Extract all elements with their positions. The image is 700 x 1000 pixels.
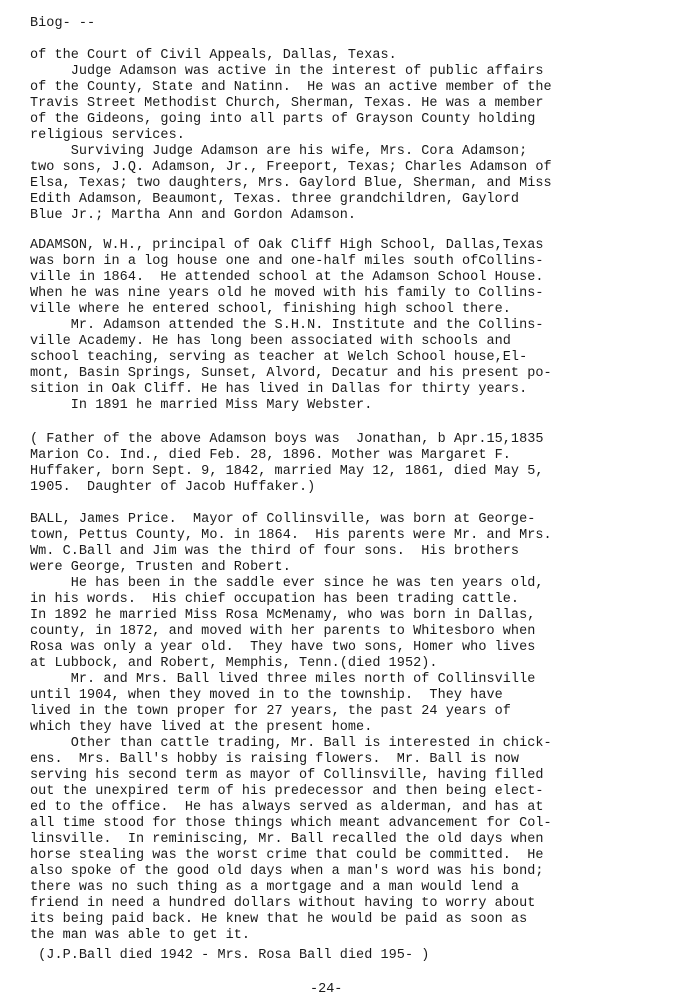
text-line: religious services. bbox=[30, 128, 185, 143]
text-line: horse stealing was the worst crime that could be committed. He bbox=[30, 848, 544, 863]
text-line: ville in 1864. He attended school at the Adamson School House. bbox=[30, 270, 544, 285]
text-line: of the Gideons, going into all parts of Grayson County holding bbox=[30, 112, 536, 127]
text-line: which they have lived at the present home. bbox=[30, 720, 373, 735]
text-line: out the unexpired term of his predecessor and then being elect- bbox=[30, 784, 544, 799]
text-line: Edith Adamson, Beaumont, Texas. three grandchildren, Gaylord bbox=[30, 192, 520, 207]
text-line: Mr. Adamson attended the S.H.N. Institute and the Collins- bbox=[30, 318, 544, 333]
text-line: linsville. In reminiscing, Mr. Ball recalled the old days when bbox=[30, 832, 544, 847]
text-line: of the County, State and Natinn. He was an active member of the bbox=[30, 80, 552, 95]
text-line: ens. Mrs. Ball's hobby is raising flowers. Mr. Ball is now bbox=[30, 752, 520, 767]
text-line: In 1892 he married Miss Rosa McMenamy, who was born in Dallas, bbox=[30, 608, 536, 623]
text-line: Wm. C.Ball and Jim was the third of four sons. His brothers bbox=[30, 544, 520, 559]
text-line: two sons, J.Q. Adamson, Jr., Freeport, Texas; Charles Adamson of bbox=[30, 160, 552, 175]
text-line: lived in the town proper for 27 years, the past 24 years of bbox=[30, 704, 511, 719]
text-line: friend in need a hundred dollars without having to worry about bbox=[30, 896, 536, 911]
text-line: its being paid back. He knew that he would be paid as soon as bbox=[30, 912, 528, 927]
text-line: school teaching, serving as teacher at Welch School house,El- bbox=[30, 350, 528, 365]
text-line: In 1891 he married Miss Mary Webster. bbox=[30, 398, 373, 413]
text-line: ADAMSON, W.H., principal of Oak Cliff High School, Dallas,Texas bbox=[30, 238, 544, 253]
text-line: serving his second term as mayor of Collinsville, having filled bbox=[30, 768, 544, 783]
text-line: (J.P.Ball died 1942 - Mrs. Rosa Ball died 195- ) bbox=[30, 948, 430, 963]
text-line: Marion Co. Ind., died Feb. 28, 1896. Mother was Margaret F. bbox=[30, 448, 511, 463]
text-line: Rosa was only a year old. They have two sons, Homer who lives bbox=[30, 640, 536, 655]
text-line: Mr. and Mrs. Ball lived three miles north of Collinsville bbox=[30, 672, 536, 687]
text-line: of the Court of Civil Appeals, Dallas, Texas. bbox=[30, 48, 397, 63]
text-line: 1905. Daughter of Jacob Huffaker.) bbox=[30, 480, 316, 495]
text-line: Huffaker, born Sept. 9, 1842, married May 12, 1861, died May 5, bbox=[30, 464, 544, 479]
text-line: also spoke of the good old days when a man's word was his bond; bbox=[30, 864, 544, 879]
text-line: mont, Basin Springs, Sunset, Alvord, Decatur and his present po- bbox=[30, 366, 552, 381]
text-line: county, in 1872, and moved with her parents to Whitesboro when bbox=[30, 624, 536, 639]
text-line: ville Academy. He has long been associated with schools and bbox=[30, 334, 511, 349]
text-line: in his words. His chief occupation has been trading cattle. bbox=[30, 592, 520, 607]
text-line: BALL, James Price. Mayor of Collinsville, was born at George- bbox=[30, 512, 536, 527]
text-line: Surviving Judge Adamson are his wife, Mrs. Cora Adamson; bbox=[30, 144, 528, 159]
text-line: Elsa, Texas; two daughters, Mrs. Gaylord Blue, Sherman, and Miss bbox=[30, 176, 552, 191]
text-line: until 1904, when they moved in to the township. They have bbox=[30, 688, 503, 703]
text-line: were George, Trusten and Robert. bbox=[30, 560, 291, 575]
text-line: all time stood for those things which meant advancement for Col- bbox=[30, 816, 552, 831]
text-line: When he was nine years old he moved with his family to Collins- bbox=[30, 286, 544, 301]
text-line: Travis Street Methodist Church, Sherman, Texas. He was a member bbox=[30, 96, 544, 111]
page-number: -24- bbox=[310, 982, 343, 997]
text-line: was born in a log house one and one-half miles south ofCollins- bbox=[30, 254, 544, 269]
text-line: ed to the office. He has always served as alderman, and has at bbox=[30, 800, 544, 815]
text-line: ville where he entered school, finishing high school there. bbox=[30, 302, 511, 317]
text-line: He has been in the saddle ever since he was ten years old, bbox=[30, 576, 544, 591]
text-line: at Lubbock, and Robert, Memphis, Tenn.(died 1952). bbox=[30, 656, 438, 671]
text-line: the man was able to get it. bbox=[30, 928, 251, 943]
text-line: there was no such thing as a mortgage and a man would lend a bbox=[30, 880, 520, 895]
text-line: sition in Oak Cliff. He has lived in Dallas for thirty years. bbox=[30, 382, 528, 397]
text-line: Blue Jr.; Martha Ann and Gordon Adamson. bbox=[30, 208, 357, 223]
text-line: town, Pettus County, Mo. in 1864. His parents were Mr. and Mrs. bbox=[30, 528, 552, 543]
text-line: ( Father of the above Adamson boys was Jonathan, b Apr.15,1835 bbox=[30, 432, 544, 447]
text-line: Judge Adamson was active in the interest of public affairs bbox=[30, 64, 544, 79]
text-line: Other than cattle trading, Mr. Ball is interested in chick- bbox=[30, 736, 552, 751]
document-header: Biog- -- bbox=[30, 16, 96, 31]
